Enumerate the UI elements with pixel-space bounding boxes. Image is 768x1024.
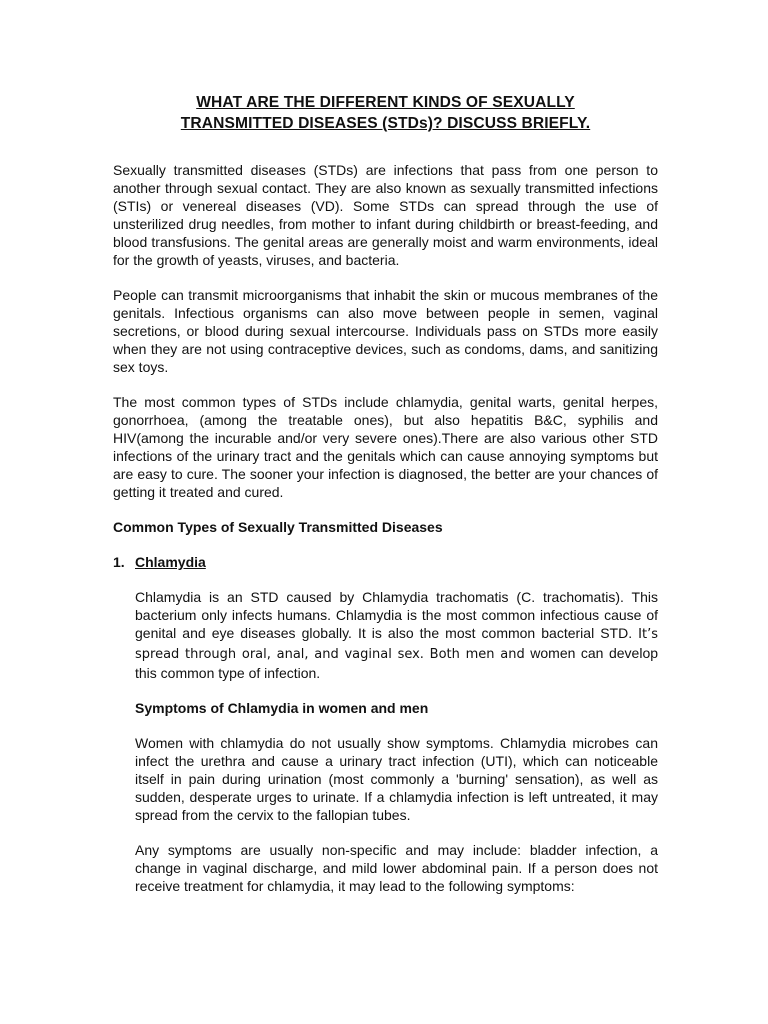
chlamydia-paragraph-tail: It’s spread through oral, anal, and vaginal sex. Both men and: [135, 627, 658, 662]
symptoms-paragraph-1: Women with chlamydia do not usually show symptoms. Chlamydia microbes can infect the urethra and cause a urinary tract infection (UTI), which can noticeable itself in pain during urination (most commonly a 'burning' sensation), as well as sudden, desperate urges to urinate. If a chlamydia infection is left untreated, it may spread from the cervix to the fallopian tubes.: [135, 735, 658, 823]
chlamydia-paragraph-main: Chlamydia is an STD caused by Chlamydia trachomatis (C. trachomatis). This bacterium only infects humans. Chlamydia is the most common infectious cause of genital and eye diseases globally. It is also the most common bacterial STD.: [135, 589, 658, 641]
transmission-paragraph: People can transmit microorganisms that inhabit the skin or mucous membranes of the genitals. Infectious organisms can also move between people in semen, vaginal secretions, or blood during sexual intercourse. Individuals pass on STDs more easily when they are not using contraceptive devices, such as condoms, dams, and sanitizing sex toys.: [113, 287, 658, 375]
chlamydia-paragraph-end: women can develop this common type of infection.: [135, 645, 659, 681]
intro-paragraph: Sexually transmitted diseases (STDs) are infections that pass from one person to another through sexual contact. They are also known as sexually transmitted infections (STIs) or venereal diseases (VD). Some STDs can spread through the use of unsterilized drug needles, from mother to infant during childbirth or breast-feeding, and blood transfusions. The genital areas are generally moist and warm environments, ideal for the growth of yeasts, viruses, and bacteria.: [113, 162, 658, 268]
list-number: 1.: [113, 554, 125, 570]
title-line-1: WHAT ARE THE DIFFERENT KINDS OF SEXUALLY: [196, 94, 575, 111]
symptoms-paragraph-2: Any symptoms are usually non-specific and may include: bladder infection, a change in vaginal discharge, and mild lower abdominal pain. If a person does not receive treatment for chlamydia, it may lead to the following symptoms:: [135, 842, 658, 894]
list-item-chlamydia: [113, 553, 658, 571]
page-title: [113, 92, 658, 134]
chlamydia-paragraph: [135, 588, 658, 682]
section-heading: Common Types of Sexually Transmitted Diseases: [113, 519, 443, 535]
title-line-2: TRANSMITTED DISEASES (STDs)? DISCUSS BRIEFLY.: [180, 115, 591, 132]
list-item-label: Chlamydia: [135, 554, 206, 570]
symptoms-heading: Symptoms of Chlamydia in women and men: [135, 700, 429, 716]
common-types-paragraph: The most common types of STDs include chlamydia, genital warts, genital herpes, gonorrhoea, (among the treatable ones), but also hepatitis B&C, syphilis and HIV(among the incurable and/or very severe ones).There are also various other STD infections of the urinary tract and the genitals which can cause annoying symptoms but are easy to cure. The sooner your infection is diagnosed, the better are your chances of getting it treated and cured.: [113, 394, 658, 500]
